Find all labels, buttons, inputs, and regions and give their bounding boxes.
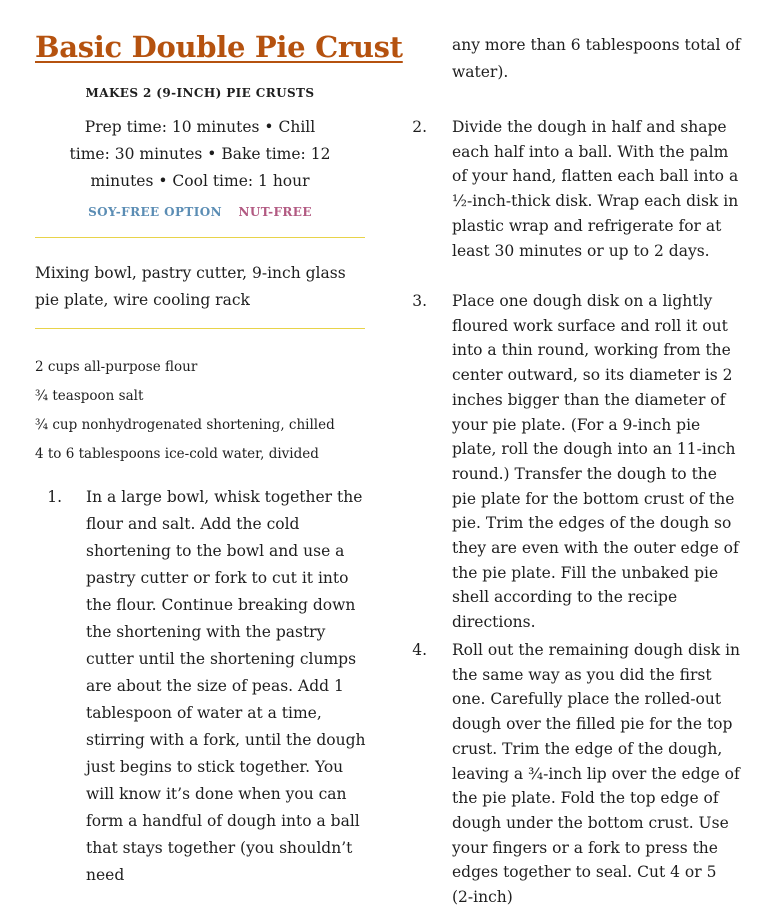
step-number: 2.: [412, 118, 427, 136]
divider: [35, 237, 365, 238]
soy-free-badge: SOY-FREE OPTION: [88, 205, 222, 219]
ingredient-item: 2 cups all-purpose flour: [35, 359, 198, 375]
ingredient-item: ¾ cup nonhydrogenated shortening, chilled: [35, 417, 335, 433]
ingredient-item: ¾ teaspoon salt: [35, 388, 144, 404]
step-1-continued: any more than 6 tablespoons total of water).: [452, 36, 741, 81]
step-text: Roll out the remaining dough disk in the same way as you did the first one. Carefully place the rolled-out dough over the filled pie for the top crust. Trim the edge of the dough, leaving a ¾-inch lip over the edge of the pie plate. Fold the top edge of dough under the bottom crust. Use your fingers or a fork to press the edges together to seal. Cut 4 or 5 (2-inch): [452, 641, 741, 907]
recipe-yield: MAKES 2 (9-INCH) PIE CRUSTS: [85, 86, 315, 100]
step-text: Place one dough disk on a lightly floured work surface and roll it out into a thin round, working from the center outward, so its diameter is 2 inches bigger than the diameter of your pie plate. (For a 9-inch pie plate, roll the dough into an 11-inch round.) Transfer the dough to the pie plate for the bottom crust of the pie. Trim the edges of the dough so they are even with the outer edge of the pie plate. Fill the unbaked pie shell according to the recipe directions.: [452, 292, 739, 632]
divider: [35, 328, 365, 329]
diet-badges: [35, 205, 365, 219]
step-number: 1.: [47, 488, 62, 506]
recipe-header-column: [35, 30, 403, 469]
step-text: Divide the dough in half and shape each half into a ball. With the palm of your hand, flatten each ball into a ½-inch-thick disk. Wrap each disk in plastic wrap and refrigerate for at least 30 minutes or up to 2 days.: [452, 118, 739, 260]
step-number: 4.: [412, 641, 427, 659]
recipe-times: Prep time: 10 minutes • Chill time: 30 minutes • Bake time: 12 minutes • Cool time: 1 hour: [69, 118, 331, 190]
ingredient-list: [35, 353, 365, 469]
nut-free-badge: NUT-FREE: [238, 205, 312, 219]
ingredient-item: 4 to 6 tablespoons ice-cold water, divided: [35, 446, 319, 462]
recipe-title: Basic Double Pie Crust: [35, 30, 403, 64]
step-text: In a large bowl, whisk together the flour and salt. Add the cold shortening to the bowl and use a pastry cutter or fork to cut it into the flour. Continue breaking down the shortening with the pastry cutter until the shortening clumps are about the size of peas. Add 1 tablespoon of water at a time, stirring with a fork, until the dough just begins to stick together. You will know it’s done when you can form a handful of dough into a ball that stays together (you shouldn’t need: [86, 488, 366, 884]
step-number: 3.: [412, 292, 427, 310]
equipment-list: Mixing bowl, pastry cutter, 9-inch glass pie plate, wire cooling rack: [35, 264, 346, 309]
